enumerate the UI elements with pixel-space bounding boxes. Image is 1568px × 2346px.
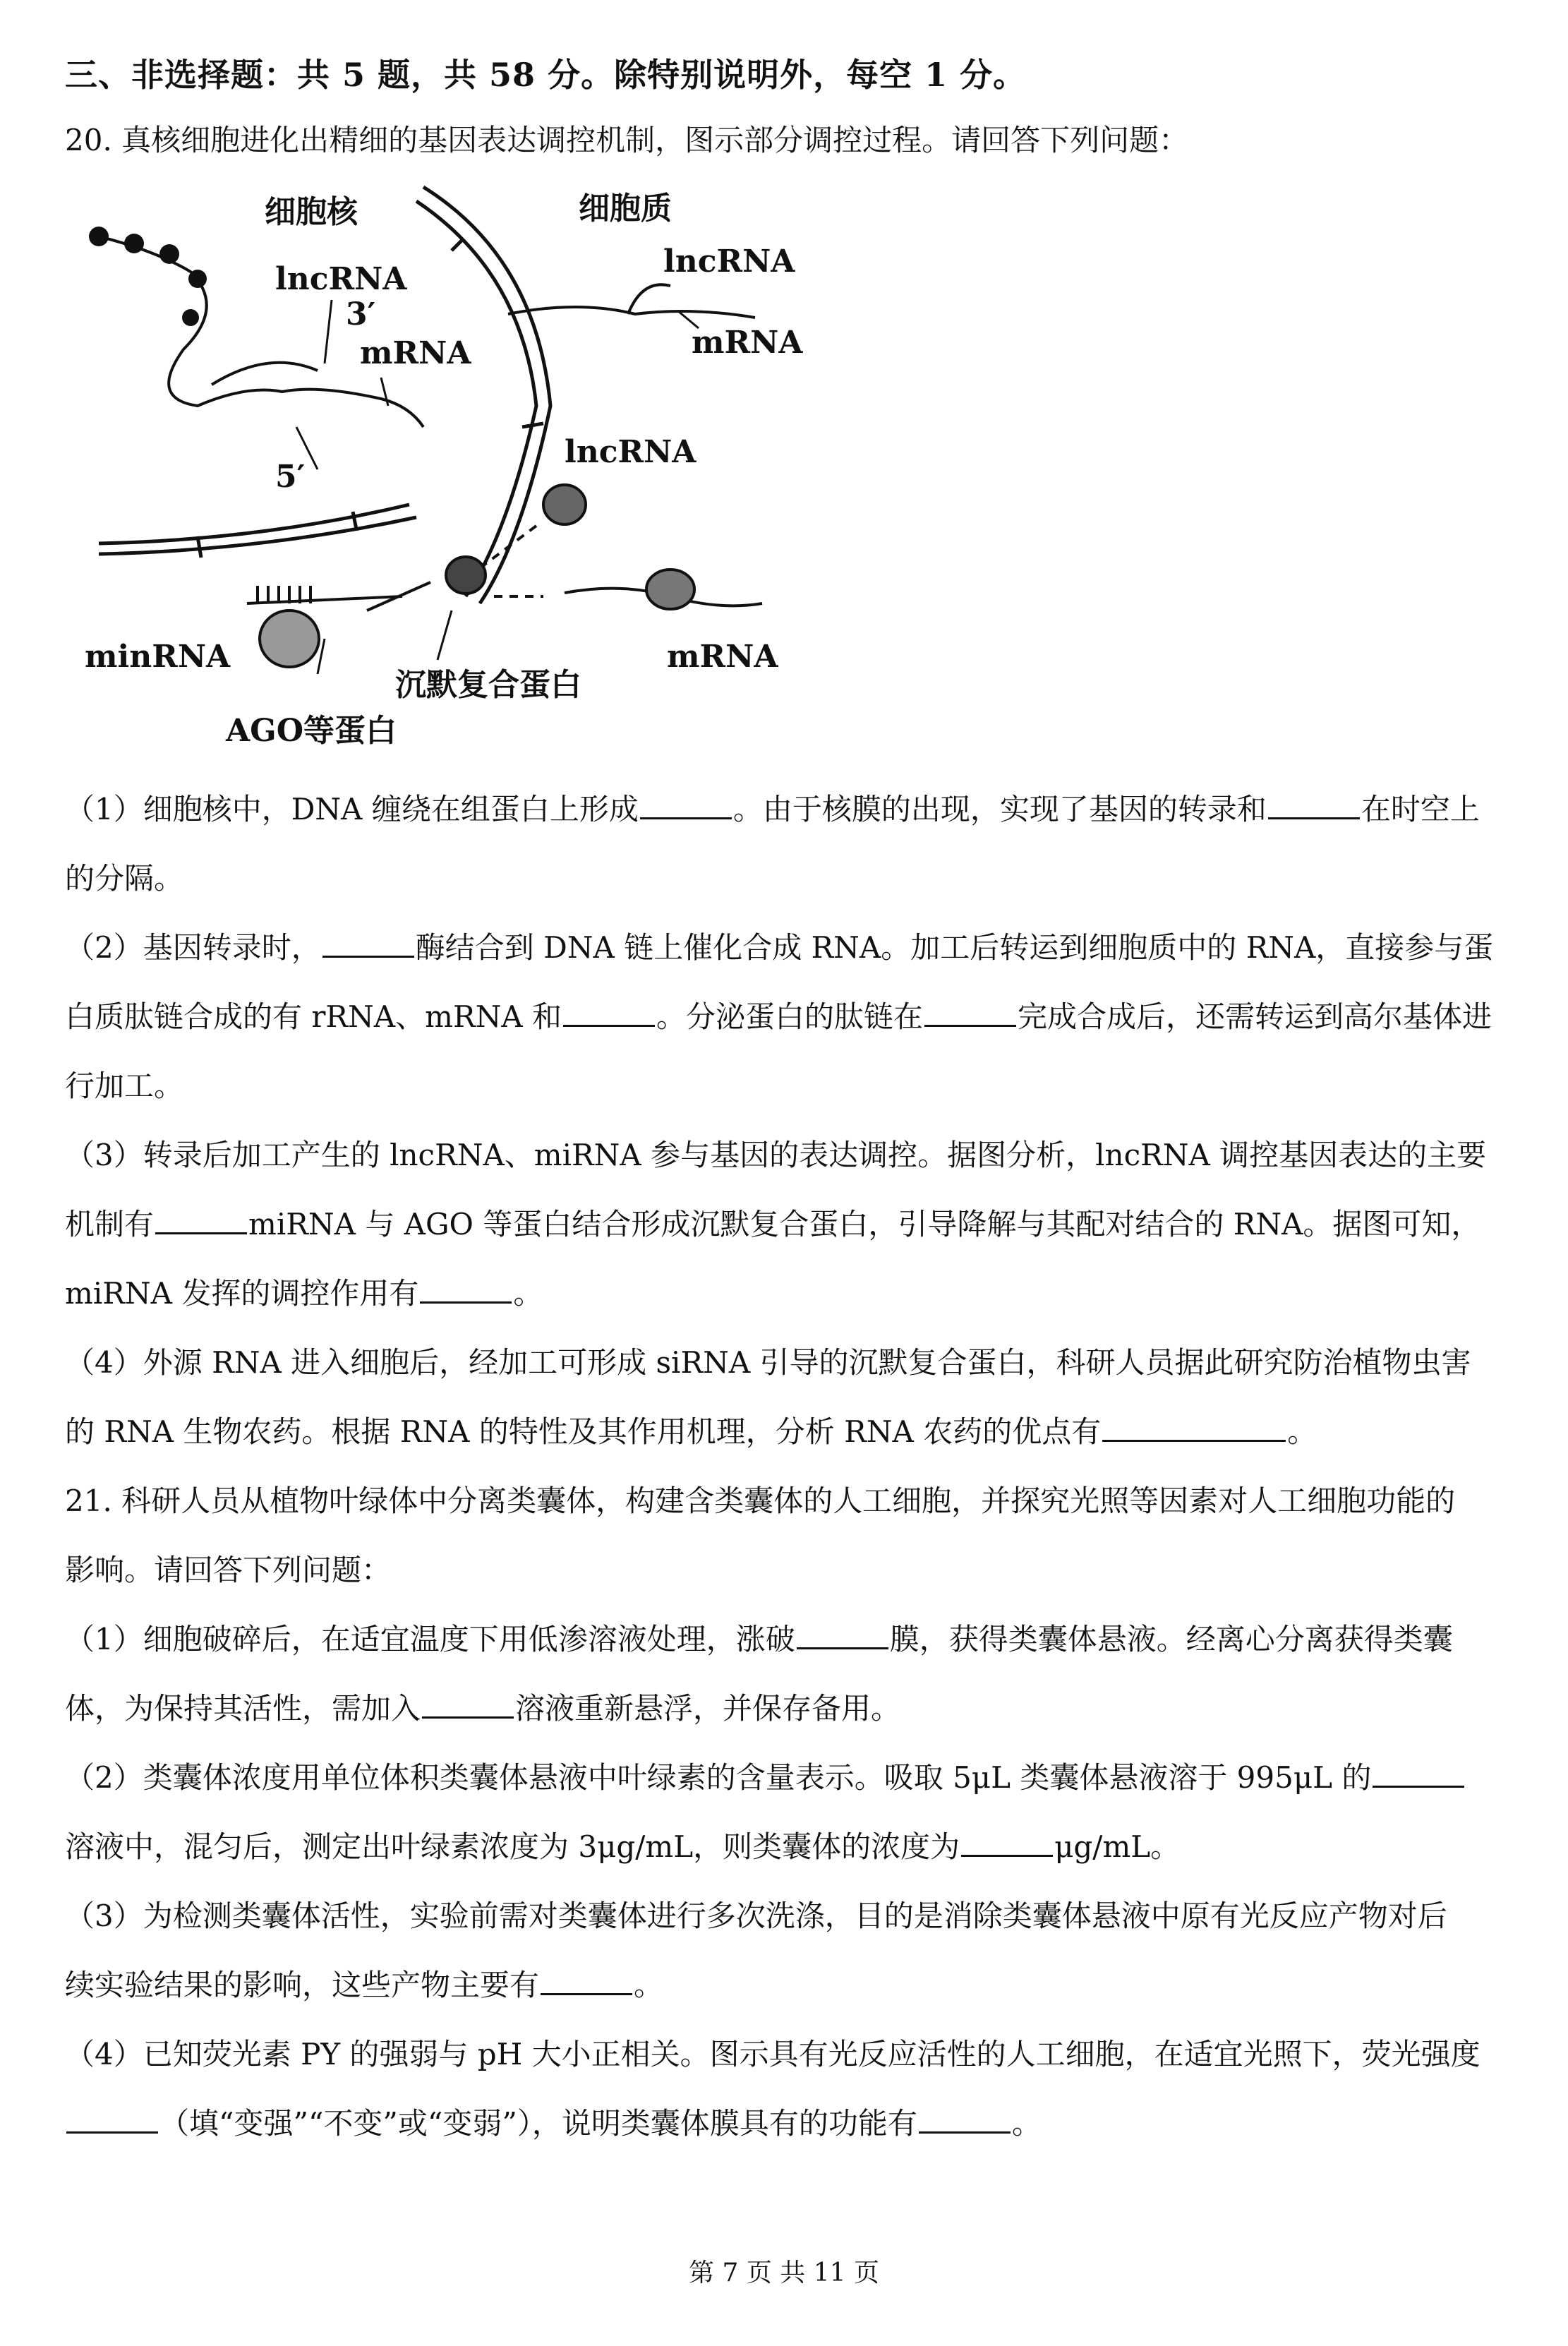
q20-figure	[85, 173, 812, 759]
q20-p4-text-c: 。	[1287, 1414, 1317, 1449]
q21-stem-b: 影响。请回答下列问题：	[65, 1553, 392, 1587]
q21-p4-text-b: （填“变强”“不变”或“变弱”），说明类囊体膜具有的功能有	[159, 2106, 917, 2141]
label-silencing-complex: 沉默复合蛋白	[395, 667, 581, 703]
q20-p3-text-c: miRNA 与 AGO 等蛋白结合形成沉默复合蛋白，引导降解与其配对结合的 RNA。据图可知，	[248, 1207, 1481, 1241]
answer-blank[interactable]	[322, 932, 414, 958]
q20-p1-text-a: （1）细胞核中，DNA 缠绕在组蛋白上形成	[65, 792, 639, 826]
answer-blank[interactable]	[541, 1969, 632, 1995]
q20-part4	[65, 1328, 1504, 1467]
lncrna-complex-shape	[543, 485, 586, 524]
q21-p1-text-d: 溶液重新悬浮，并保存备用。	[515, 1691, 901, 1726]
q20-part1	[65, 775, 1504, 913]
answer-blank[interactable]	[919, 2107, 1011, 2134]
q21-p1-text-a: （1）细胞破碎后，在适宜温度下用低渗溶液处理，涨破	[65, 1622, 795, 1656]
q20-p4-text-a: （4）外源 RNA 进入细胞后，经加工可形成 siRNA 引导的沉默复合蛋白，科研人员据此研究防治植物虫害	[65, 1345, 1471, 1380]
q21-p4-text-c: 。	[1011, 2106, 1042, 2141]
answer-blank[interactable]	[1373, 1762, 1464, 1788]
q21-p1-text-b: 膜，获得类囊体悬液。经离心分离获得类囊	[889, 1622, 1453, 1656]
label-lncrna-nucleus: lncRNA	[275, 261, 407, 297]
q20-p3-text-b: 机制有	[65, 1207, 155, 1241]
answer-blank[interactable]	[66, 2107, 158, 2134]
silencing-complex-shape	[446, 557, 486, 594]
pointer-lncrna-nucleus	[325, 300, 332, 363]
page-footer: 第 7 页 共 11 页	[689, 2258, 879, 2287]
cyto-lncrna-strand	[628, 284, 670, 314]
q21-p3-text-c: 。	[634, 1968, 664, 2002]
label-minrna: minRNA	[85, 639, 231, 675]
label-lncrna-cyto: lncRNA	[663, 243, 795, 279]
q20-p3-text-a: （3）转录后加工产生的 lncRNA、miRNA 参与基因的表达调控。据图分析，lncRNA 调控基因表达的主要	[65, 1138, 1487, 1172]
answer-blank[interactable]	[1102, 1416, 1286, 1442]
q20-p2-text-e: 完成合成后，还需转运到高尔基体进	[1018, 999, 1492, 1034]
minrna-strand	[247, 596, 402, 603]
label-5prime: 5′	[275, 459, 306, 495]
arrow-to-lncrna	[480, 526, 536, 568]
nuclear-envelope-bottom-outer	[99, 505, 409, 543]
q21-p2-text-c: μg/mL。	[1054, 1829, 1181, 1864]
q20-p2-text-f: 行加工。	[65, 1069, 184, 1103]
nuclear-envelope-outer	[423, 187, 550, 603]
nuclear-pore-2	[522, 423, 543, 427]
nucleosome-beads	[89, 227, 207, 326]
q20-part2	[65, 913, 1504, 1121]
q20-stem: 20. 真核细胞进化出精细的基因表达调控机制，图示部分调控过程。请回答下列问题：	[65, 123, 1189, 157]
q20-p2-text-a: （2）基因转录时，	[65, 930, 321, 965]
answer-blank[interactable]	[563, 1001, 655, 1027]
label-ago: AGO等蛋白	[226, 713, 397, 749]
label-3prime: 3′	[346, 296, 376, 332]
q21-part2	[65, 1743, 1504, 1882]
q21-p4-text-a: （4）已知荧光素 PY 的强弱与 pH 大小正相关。图示具有光反应活性的人工细胞，在适宜光照下，荧光强度	[65, 2037, 1480, 2071]
answer-blank[interactable]	[961, 1831, 1053, 1857]
q20-p3-text-d: miRNA 发挥的调控作用有	[65, 1276, 419, 1311]
label-nucleus: 细胞核	[265, 194, 358, 230]
q21-p2-text-b: 溶液中，混匀后，测定出叶绿素浓度为 3μg/mL，则类囊体的浓度为	[65, 1829, 960, 1864]
q20-p4-text-b: 的 RNA 生物农药。根据 RNA 的特性及其作用机理，分析 RNA 农药的优点有	[65, 1414, 1102, 1449]
lncrna-nucleus-strand	[212, 363, 318, 385]
answer-blank[interactable]	[640, 793, 732, 819]
q21-p3-text-b: 续实验结果的影响，这些产物主要有	[65, 1968, 540, 2002]
nuclear-pore-4	[353, 512, 356, 529]
q20-p3-text-e: 。	[513, 1276, 543, 1311]
q20-part3	[65, 1121, 1504, 1328]
q20-p1-text-d: 的分隔。	[65, 861, 184, 896]
q20-p2-text-c: 白质肽链合成的有 rRNA、mRNA 和	[65, 999, 562, 1034]
answer-blank[interactable]	[797, 1623, 888, 1649]
label-mrna-bottom: mRNA	[667, 639, 778, 675]
q21-stem	[65, 1467, 1504, 1605]
pointer-complex	[438, 610, 452, 660]
label-cytoplasm: 细胞质	[579, 191, 672, 227]
nuclear-envelope-bottom-inner	[99, 517, 416, 554]
answer-blank[interactable]	[924, 1001, 1016, 1027]
nuclear-envelope-inner	[416, 201, 536, 596]
pointer-mrna-nucleus	[381, 378, 388, 406]
answer-blank[interactable]	[420, 1277, 512, 1304]
label-mrna-cyto: mRNA	[692, 325, 803, 361]
label-lncrna-silenced: lncRNA	[565, 434, 696, 470]
answer-blank[interactable]	[1268, 793, 1360, 819]
answer-blank[interactable]	[155, 1208, 247, 1234]
q21-p1-text-c: 体，为保持其活性，需加入	[65, 1691, 421, 1726]
q21-part3	[65, 1882, 1504, 2020]
mrna-complex-shape	[646, 570, 694, 609]
section-heading: 三、非选择题：共 5 题，共 58 分。除特别说明外，每空 1 分。	[65, 56, 1027, 94]
q21-p3-text-a: （3）为检测类囊体活性，实验前需对类囊体进行多次洗涤，目的是消除类囊体悬液中原有光反应产物对后	[65, 1899, 1447, 1933]
q20-p1-text-c: 在时空上	[1361, 792, 1480, 826]
q21-part1	[65, 1605, 1504, 1743]
answer-blank[interactable]	[422, 1692, 514, 1719]
q21-stem-a: 21. 科研人员从植物叶绿体中分离类囊体，构建含类囊体的人工细胞，并探究光照等因素对人工细胞功能的	[65, 1484, 1456, 1518]
label-mrna-nucleus: mRNA	[360, 335, 471, 371]
q20-p2-text-b: 酶结合到 DNA 链上催化合成 RNA。加工后转运到细胞质中的 RNA，直接参与蛋	[415, 930, 1494, 965]
nuclear-pore-1	[452, 240, 462, 251]
q20-p2-text-d: 。分泌蛋白的肽链在	[656, 999, 924, 1034]
q21-p2-text-a: （2）类囊体浓度用单位体积类囊体悬液中叶绿素的含量表示。吸取 5μL 类囊体悬液溶于 995μL 的	[65, 1760, 1372, 1795]
q20-p1-text-b: 。由于核膜的出现，实现了基因的转录和	[732, 792, 1267, 826]
gene-regulation-diagram	[85, 173, 812, 759]
q21-part4	[65, 2020, 1504, 2158]
ago-protein	[260, 610, 319, 667]
